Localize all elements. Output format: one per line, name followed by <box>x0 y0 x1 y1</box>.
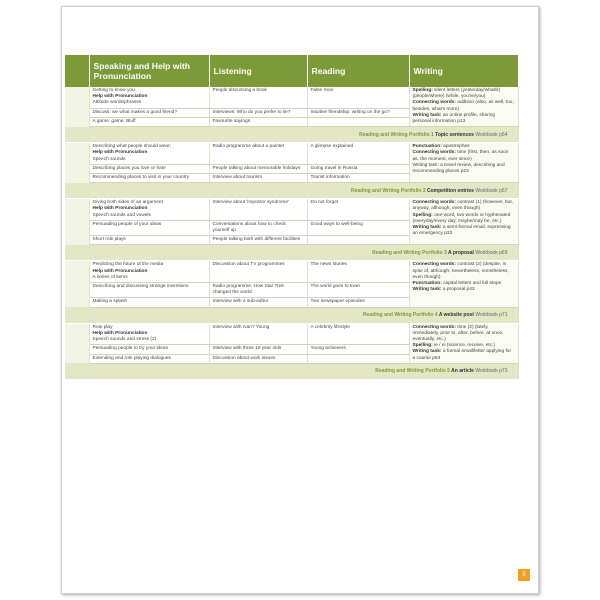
writing-text: an online profile, sharing personal information p13 <box>412 112 496 125</box>
writing-text: contrast (1) (however, but, anyway, although, even though) <box>412 200 514 212</box>
listening-cell: People discussing a book <box>209 87 307 108</box>
speaking-line: Making a splash <box>92 299 128 305</box>
writing-item <box>413 225 515 237</box>
unit-stripe <box>65 117 89 126</box>
listening-cell: People talking about memorable holidays <box>209 164 307 173</box>
band-stripe <box>65 307 89 323</box>
portfolio-band <box>65 363 518 379</box>
unit-stripe <box>65 354 89 363</box>
speaking-line: Role play <box>92 324 113 330</box>
listening-cell: Radio programme: How Star Trek changed the world <box>209 283 307 298</box>
unit-stripe <box>65 143 89 165</box>
speaking-line: Help with Pronunciation <box>92 268 148 274</box>
writing-item <box>413 113 515 125</box>
writing-label: Spelling: <box>412 88 433 93</box>
writing-item <box>413 262 515 281</box>
speaking-cell <box>89 283 209 298</box>
speaking-line: Help with Pronunciation <box>92 330 148 336</box>
reading-cell: Two newspaper episodes <box>307 298 409 307</box>
speaking-line: Help with Pronunciation <box>92 150 148 156</box>
reading-cell: Intuitive friendship: writing on the go? <box>307 108 409 117</box>
portfolio-workbook-ref: Workbook p64 <box>475 131 508 138</box>
reading-cell: Do not forget <box>307 199 409 221</box>
reading-cell <box>307 117 409 126</box>
writing-cell <box>409 261 518 307</box>
speaking-cell <box>89 220 209 235</box>
speaking-line: Describing what people should wear; <box>92 144 171 150</box>
writing-label: Writing task: <box>412 225 442 231</box>
unit-stripe <box>65 283 89 298</box>
speaking-line: Discuss: we what makes a good friend? <box>92 109 178 115</box>
portfolio-band-cell <box>89 127 518 143</box>
portfolio-subtitle: A website post <box>438 312 474 319</box>
portfolio-band <box>65 307 518 323</box>
speaking-line: Giving both sides of an argument <box>92 200 163 206</box>
portfolio-workbook-ref: Workbook p73 <box>475 368 508 375</box>
unit-stripe <box>65 199 89 221</box>
listening-cell: Interview about 'impostor syndrome' <box>209 199 307 221</box>
band-stripe <box>65 363 89 379</box>
writing-item <box>413 349 515 361</box>
writing-item <box>413 213 515 225</box>
speaking-line: Speech sounds and vowels <box>92 212 151 218</box>
speaking-line: Short role plays <box>92 237 126 243</box>
portfolio-title: Reading and Writing Portfolio 5 <box>375 368 450 375</box>
table-row <box>65 143 518 165</box>
page-number: 5 <box>518 569 530 581</box>
speaking-line: A series of items <box>92 274 128 280</box>
speaking-cell <box>89 323 209 345</box>
speaking-cell <box>89 87 209 108</box>
portfolio-band-cell <box>89 245 518 261</box>
portfolio-band-cell <box>89 363 518 379</box>
portfolio-subtitle: A proposal <box>448 249 474 256</box>
contents-table <box>65 55 519 380</box>
reading-cell: Going travel in Russia <box>307 164 409 173</box>
listening-cell: Interview with three 16 year olds <box>209 345 307 354</box>
portfolio-band <box>65 245 518 261</box>
speaking-line: Getting to know you <box>92 88 135 93</box>
speaking-line: Describing places you love or hate <box>92 165 166 171</box>
writing-item <box>413 150 515 162</box>
unit-stripe <box>65 261 89 283</box>
writing-label: Connecting words: <box>412 150 456 156</box>
writing-cell <box>409 199 518 245</box>
listening-cell: Radio programme about a painter <box>209 143 307 165</box>
writing-text: a formal email/letter applying for a course p53 <box>412 349 512 361</box>
writing-text: one-word, two words or hyphenated (everyday/every day, maybe/may be, etc.) <box>412 212 511 224</box>
reading-cell: The world goes to town <box>307 283 409 298</box>
writing-item <box>413 200 515 212</box>
reading-cell: Young achievers <box>307 345 409 354</box>
speaking-cell <box>89 143 209 165</box>
unit-stripe <box>65 164 89 173</box>
speaking-line: Speech sounds <box>92 156 126 162</box>
writing-item <box>413 88 515 100</box>
header-writing: Writing <box>409 55 518 87</box>
speaking-line: Help with Pronunciation <box>92 206 148 212</box>
writing-cell <box>409 143 518 183</box>
portfolio-title: Reading and Writing Portfolio 1 <box>359 131 434 138</box>
unit-stripe <box>65 323 89 345</box>
speaking-cell <box>89 199 209 221</box>
table-row <box>65 323 518 345</box>
writing-text: Writing task: a travel review, describing and recommending places p23 <box>412 162 505 175</box>
writing-label: Writing task: <box>412 287 442 293</box>
writing-label: Spelling: <box>412 343 433 349</box>
writing-text: contrast (2) (despite, in spite of, although, nevertheless, nonetheless, even though) <box>412 262 509 280</box>
unit-stripe <box>65 220 89 235</box>
header-row <box>65 55 518 87</box>
writing-label: Connecting words: <box>412 324 456 330</box>
reading-cell <box>307 354 409 363</box>
writing-text: a proposal p43 <box>442 287 475 293</box>
portfolio-band <box>65 127 518 143</box>
reading-cell: A celebrity lifestyle <box>307 323 409 345</box>
table-row <box>65 87 518 108</box>
portfolio-subtitle: Competition entries <box>427 187 474 194</box>
writing-label: Connecting words: <box>412 100 456 106</box>
writing-label: Punctuation: <box>412 144 442 150</box>
listening-cell: Interviews: Who do you prefer to lie? <box>209 108 307 117</box>
header-speaking: Speaking and Help with Pronunciation <box>89 55 209 87</box>
writing-label: Connecting words: <box>412 200 456 206</box>
writing-text: apostrophes <box>443 144 470 150</box>
listening-cell: Interview with Ivan? Young <box>209 323 307 345</box>
writing-item <box>413 100 515 112</box>
portfolio-band-cell <box>89 307 518 323</box>
table-row <box>65 199 518 221</box>
unit-stripe <box>65 236 89 245</box>
listening-cell: Discussion about work issues <box>209 354 307 363</box>
speaking-line: Speech sounds and stress (2) <box>92 337 157 343</box>
band-stripe <box>65 245 89 261</box>
speaking-cell <box>89 354 209 363</box>
unit-stripe <box>65 298 89 307</box>
writing-text: time (2) (lately, immediately, prior to, after, before, at once, eventually, etc.) <box>412 324 504 343</box>
portfolio-title: Reading and Writing Portfolio 3 <box>372 249 447 256</box>
writing-text: ie / ei (science, receive, etc.) <box>434 343 495 349</box>
speaking-cell <box>89 174 209 183</box>
header-reading: Reading <box>307 55 409 87</box>
speaking-line: Describing and discussing strange inventions <box>92 284 189 290</box>
speaking-cell <box>89 236 209 245</box>
speaking-cell <box>89 298 209 307</box>
speaking-cell <box>89 345 209 354</box>
speaking-line: Recommending places to visit in your country <box>92 175 190 181</box>
listening-cell: People talking both with different facilities <box>209 236 307 245</box>
reading-cell: Good ways to well-being <box>307 220 409 235</box>
writing-text: silent letters (yesterday/what/it) (people/where) (while, you've/you) <box>412 88 501 100</box>
header-listening: Listening <box>209 55 307 87</box>
writing-cell <box>409 87 518 127</box>
portfolio-subtitle: An article <box>451 368 474 375</box>
speaking-line: Extending and role playing dialogues <box>92 355 171 361</box>
writing-text: time (first, then, as soon as, the moment, ever since) <box>412 150 509 162</box>
table-row <box>65 261 518 283</box>
writing-cell <box>409 323 518 363</box>
writing-label: Writing task: <box>412 112 442 118</box>
listening-cell: Conversations about how to check yourself up <box>209 220 307 235</box>
portfolio-title: Reading and Writing Portfolio 4 <box>362 312 438 319</box>
unit-stripe <box>65 108 89 117</box>
writing-label: Punctuation: <box>412 281 442 287</box>
reading-cell: False mice <box>307 87 409 108</box>
writing-item <box>413 287 515 293</box>
reading-cell: A glimpse explained <box>307 143 409 165</box>
table-body <box>65 87 518 379</box>
writing-item <box>413 163 515 175</box>
portfolio-workbook-ref: Workbook p67 <box>475 187 508 194</box>
header-stripe <box>65 55 89 87</box>
writing-text: capital letters and full stops <box>443 281 502 287</box>
portfolio-band <box>65 183 518 199</box>
textbook-page <box>61 6 539 594</box>
unit-stripe <box>65 345 89 354</box>
speaking-line: A game: game: Bluff <box>92 118 136 124</box>
portfolio-title: Reading and Writing Portfolio 2 <box>350 187 426 194</box>
portfolio-workbook-ref: Workbook p69 <box>475 249 508 256</box>
speaking-cell <box>89 117 209 126</box>
band-stripe <box>65 183 89 199</box>
reading-cell: Tourist information <box>307 174 409 183</box>
unit-stripe <box>65 174 89 183</box>
speaking-cell <box>89 164 209 173</box>
writing-text: addition (also, as well, too, besides, what's more) <box>412 100 514 112</box>
writing-text: a semi-formal email, expressing an emergency p33 <box>412 225 511 237</box>
speaking-line: Help with Pronunciation <box>92 94 148 100</box>
speaking-cell <box>89 261 209 283</box>
portfolio-band-cell <box>89 183 518 199</box>
reading-cell: The news stories <box>307 261 409 283</box>
writing-item <box>413 325 515 344</box>
speaking-line: Persuading people of your ideas <box>92 221 162 227</box>
portfolio-subtitle: Topic sentences <box>435 131 474 138</box>
unit-stripe <box>65 87 89 108</box>
speaking-line: Persuading people to try your ideas <box>92 346 168 352</box>
portfolio-workbook-ref: Workbook p71 <box>475 312 508 319</box>
listening-cell: Favourite sayings <box>209 117 307 126</box>
speaking-line: Predicting the future of the media <box>92 262 164 268</box>
writing-label: Connecting words: <box>412 262 456 268</box>
speaking-line: Attitude words/phrases <box>92 100 142 106</box>
listening-cell: Interview about tourism <box>209 174 307 183</box>
listening-cell: Interview with a sub-editor <box>209 298 307 307</box>
band-stripe <box>65 127 89 143</box>
listening-cell: Discussion about TV programmes <box>209 261 307 283</box>
reading-cell <box>307 236 409 245</box>
writing-label: Writing task: <box>412 349 442 355</box>
writing-label: Spelling: <box>412 212 433 218</box>
speaking-cell <box>89 108 209 117</box>
